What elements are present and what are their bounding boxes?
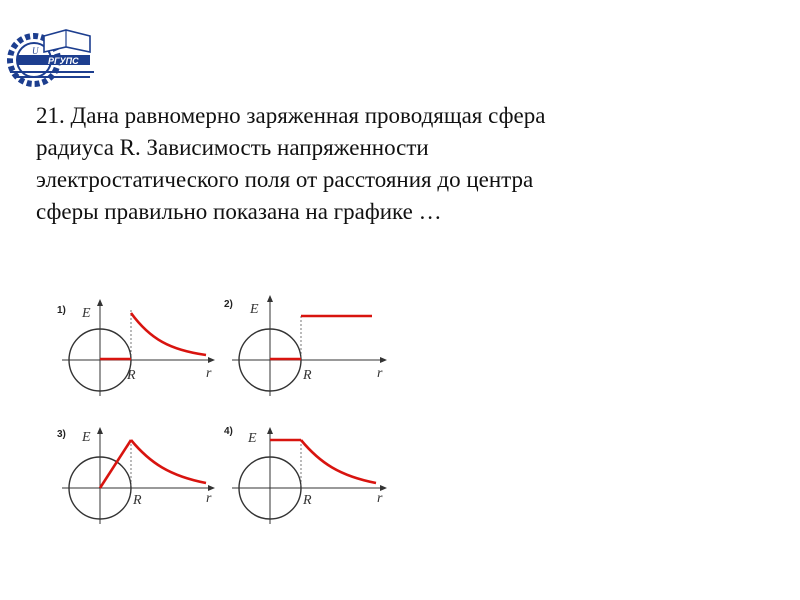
graph-4-number: 4) (224, 426, 233, 437)
graph-3-outer-curve (131, 440, 206, 483)
graph-4-outer-curve (301, 440, 376, 483)
graph-3-e-label: E (82, 430, 91, 445)
graph-1-outer-curve (131, 313, 206, 355)
question-line-4: сферы правильно показана на графике … (36, 199, 442, 224)
graph-4-e-label: E (248, 431, 257, 446)
graph-4-axis-label: r (377, 491, 383, 506)
graph-1-axis-label: r (206, 366, 212, 381)
logo-name: РГУПС (48, 56, 79, 66)
logo-letter: U (32, 46, 39, 56)
graph-3[interactable] (57, 428, 214, 524)
graph-3-axis-label: r (206, 491, 212, 506)
graph-2-r-mark: R (303, 368, 312, 383)
graph-4-r-mark: R (303, 493, 312, 508)
graph-3-number: 3) (57, 429, 66, 440)
graph-2-number: 2) (224, 299, 233, 310)
question-line-2: радиуса R. Зависимость напряженности (36, 135, 429, 160)
graph-2-axis-label: r (377, 366, 383, 381)
graph-4[interactable] (224, 426, 386, 524)
graph-3-r-mark: R (133, 493, 142, 508)
question-line-1: 21. Дана равномерно заряженная проводящая сфера (36, 103, 546, 128)
graph-2[interactable] (224, 296, 386, 396)
graph-1[interactable] (57, 300, 214, 396)
graph-1-e-label: E (82, 306, 91, 321)
graph-2-e-label: E (250, 302, 259, 317)
question-line-3: электростатического поля от расстояния до центра (36, 167, 534, 192)
graph-1-r-mark: R (127, 368, 136, 383)
graph-1-number: 1) (57, 305, 66, 316)
graph-3-inner-curve (100, 440, 131, 488)
